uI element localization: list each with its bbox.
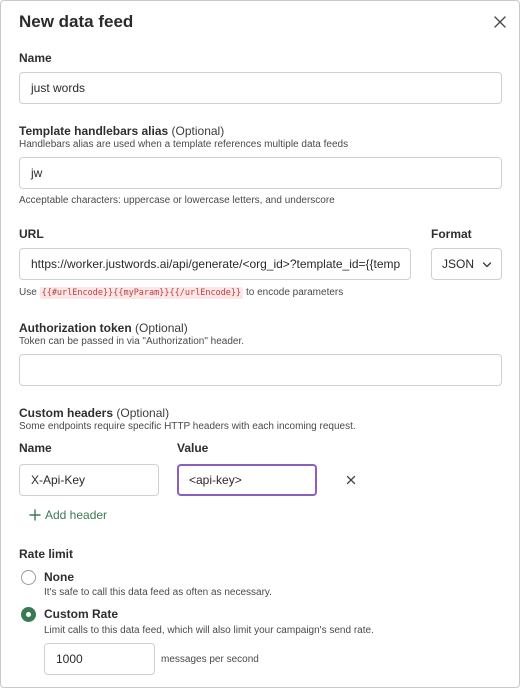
header-name-column-label: Name	[19, 441, 52, 455]
alias-input[interactable]: jw	[19, 157, 502, 189]
format-select[interactable]	[431, 248, 502, 280]
plus-icon	[29, 509, 41, 521]
header-value-column-label: Value	[177, 441, 209, 455]
add-header-button[interactable]	[29, 507, 107, 523]
format-label: Format	[431, 227, 472, 241]
close-button[interactable]	[489, 11, 511, 33]
custom-headers-label-text: Custom headers	[19, 406, 114, 420]
close-icon	[489, 11, 511, 33]
alias-hint-text: Acceptable characters: uppercase or lowercase letters, and underscore	[19, 195, 335, 206]
url-input[interactable]: https://worker.justwords.ai/api/generate/<org_id>?template_id={{temp	[19, 248, 411, 280]
rate-unit-label: messages per second	[161, 654, 259, 665]
rate-custom-desc: Limit calls to this data feed, which will also limit your campaign's send rate.	[44, 625, 374, 636]
auth-label	[19, 320, 188, 336]
auth-help-text: Token can be passed in via "Authorization" header.	[19, 336, 245, 347]
custom-headers-optional-tag: (Optional)	[116, 406, 170, 420]
rate-none-radio[interactable]	[21, 570, 36, 585]
rate-none-desc: It's safe to call this data feed as often as necessary.	[44, 587, 272, 598]
custom-headers-help-text: Some endpoints require specific HTTP headers with each incoming request.	[19, 421, 356, 432]
header-value-input[interactable]: <api-key>	[177, 464, 317, 496]
close-icon	[343, 472, 359, 488]
custom-headers-label	[19, 405, 169, 421]
url-label: URL	[19, 227, 44, 241]
alias-help-text: Handlebars alias are used when a template references multiple data feeds	[19, 139, 349, 150]
url-hint-prefix: Use	[19, 287, 37, 298]
url-hint	[19, 286, 343, 300]
url-encode-code: {{#urlEncode}}{{myParam}}{{/urlEncode}}	[41, 288, 242, 298]
chevron-down-icon	[482, 260, 492, 270]
rate-value-input[interactable]: 1000	[44, 643, 155, 675]
format-select-value: JSON	[442, 257, 475, 271]
alias-label	[19, 123, 224, 139]
remove-header-button[interactable]	[343, 472, 359, 488]
rate-limit-label: Rate limit	[19, 547, 74, 561]
alias-optional-tag: (Optional)	[171, 124, 225, 138]
url-hint-suffix: to encode parameters	[245, 287, 344, 298]
auth-token-input[interactable]	[19, 354, 502, 386]
alias-label-text: Template handlebars alias	[19, 124, 169, 138]
name-input[interactable]: just words	[19, 72, 502, 104]
dialog-title: New data feed	[19, 12, 134, 31]
header-name-input[interactable]: X-Api-Key	[19, 464, 159, 496]
auth-optional-tag: (Optional)	[135, 321, 188, 335]
name-label: Name	[19, 51, 52, 65]
add-header-label: Add header	[45, 508, 108, 522]
auth-label-text: Authorization token	[19, 321, 132, 335]
rate-custom-radio[interactable]	[21, 607, 36, 622]
rate-custom-label: Custom Rate	[44, 607, 119, 621]
rate-none-label: None	[44, 570, 74, 584]
